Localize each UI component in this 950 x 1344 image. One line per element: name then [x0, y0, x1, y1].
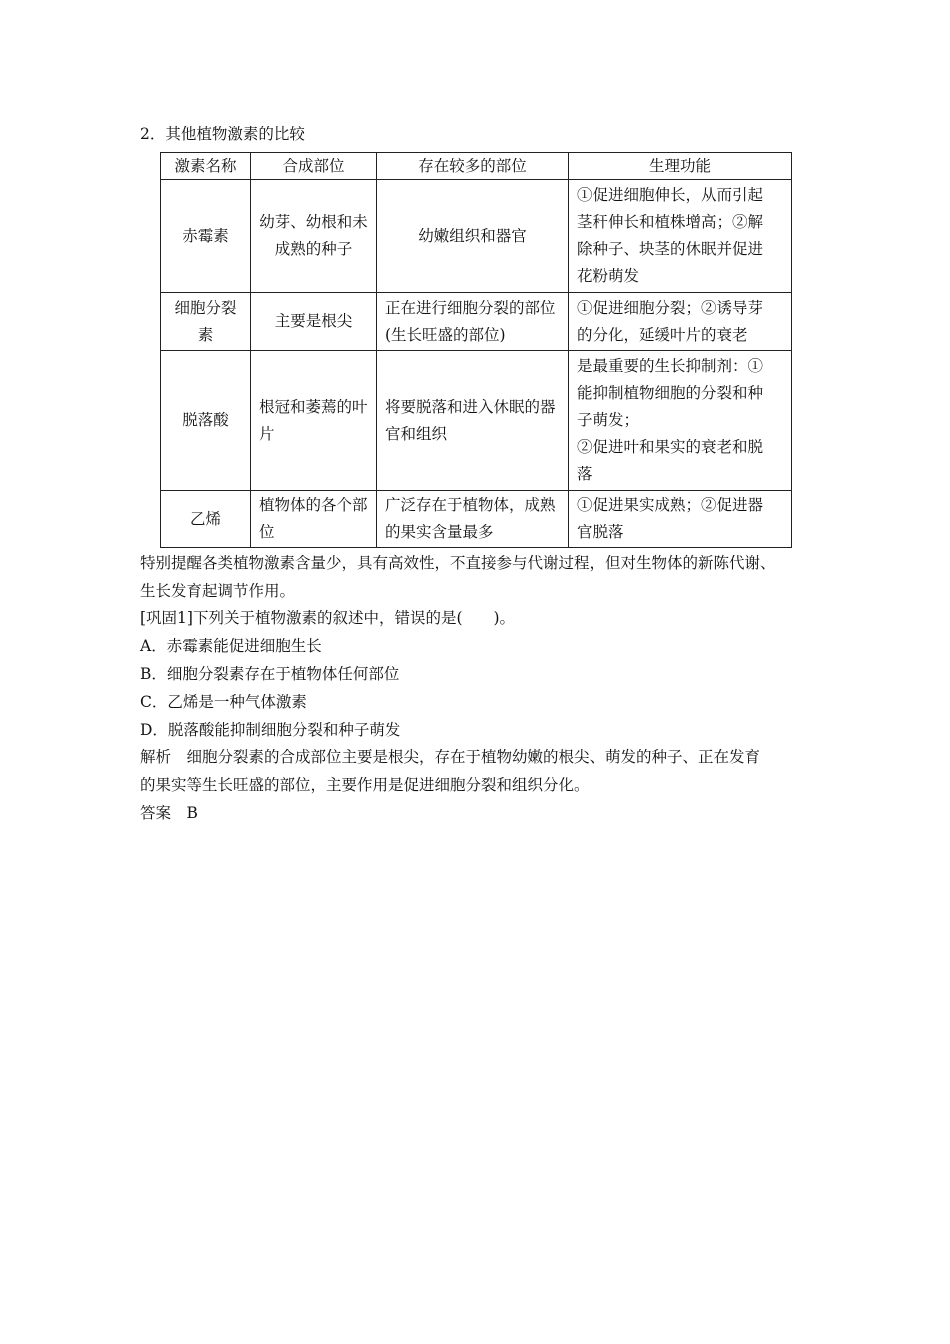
location-cell: 幼嫩组织和器官 [377, 180, 569, 293]
question-stem: [巩固1]下列关于植物激素的叙述中，错误的是( )。 [140, 609, 516, 627]
function-cell [569, 351, 792, 491]
function-cell [569, 180, 792, 293]
table-header-row [161, 153, 792, 180]
function-line: 官脱落 [577, 523, 624, 541]
function-line: 除种子、块茎的休眠并促进 [577, 240, 764, 258]
synthesis-site-cell: 幼芽、幼根和未成熟的种子 [251, 180, 377, 293]
reminder-line: 特别提醒各类植物激素含量少，具有高效性，不直接参与代谢过程，但对生物体的新陈代谢、 [140, 554, 776, 572]
table-row [161, 293, 792, 351]
function-line: ①促进细胞伸长，从而引起 [577, 186, 764, 204]
question-block [140, 604, 830, 744]
hormone-comparison-table [160, 152, 792, 548]
reminder-paragraph [140, 549, 830, 605]
function-line: 茎秆伸长和植株增高；②解 [577, 213, 764, 231]
function-line: ①促进细胞分裂；②诱导芽 [577, 298, 764, 317]
table-row [161, 491, 792, 548]
location-cell: 正在进行细胞分裂的部位(生长旺盛的部位) [377, 293, 569, 351]
analysis-line: 的果实等生长旺盛的部位，主要作用是促进细胞分裂和组织分化。 [140, 776, 590, 794]
function-line: ②促进叶和果实的衰老和脱 [577, 438, 764, 456]
hormone-name-cell: 细胞分裂素 [161, 293, 251, 351]
header-hormone-name: 激素名称 [161, 153, 251, 180]
function-line: 的分化，延缓叶片的衰老 [577, 325, 748, 344]
function-line: ①促进果实成熟；②促进器 [577, 496, 764, 514]
answer-line: 答案 B [140, 804, 198, 822]
function-cell [569, 293, 792, 351]
location-cell: 广泛存在于植物体，成熟的果实含量最多 [377, 491, 569, 548]
option-b: B．细胞分裂素存在于植物体任何部位 [140, 665, 400, 683]
synthesis-site-cell: 植物体的各个部位 [251, 491, 377, 548]
table-row [161, 180, 792, 293]
option-d: D．脱落酸能抑制细胞分裂和种子萌发 [140, 721, 401, 739]
synthesis-site-cell: 主要是根尖 [251, 293, 377, 351]
synthesis-site-cell: 根冠和萎蔫的叶片 [251, 351, 377, 491]
function-line: 落 [577, 465, 593, 483]
header-physiological-function: 生理功能 [569, 153, 792, 180]
function-line: 子萌发； [577, 411, 640, 429]
header-synthesis-site: 合成部位 [251, 153, 377, 180]
analysis-line: 解析 细胞分裂素的合成部位主要是根尖，存在于植物幼嫩的根尖、萌发的种子、正在发育 [140, 748, 761, 766]
reminder-line: 生长发育起调节作用。 [140, 582, 296, 600]
table-row [161, 351, 792, 491]
section-heading: 2．其他植物激素的比较 [140, 125, 305, 143]
function-cell [569, 491, 792, 548]
function-line: 是最重要的生长抑制剂：① [577, 357, 764, 375]
hormone-name-cell: 乙烯 [161, 491, 251, 548]
function-line: 花粉萌发 [577, 267, 640, 285]
function-line: 能抑制植物细胞的分裂和种 [577, 384, 764, 402]
hormone-name-cell: 脱落酸 [161, 351, 251, 491]
header-main-location: 存在较多的部位 [377, 153, 569, 180]
analysis-paragraph [140, 743, 830, 827]
hormone-name-cell: 赤霉素 [161, 180, 251, 293]
option-a: A．赤霉素能促进细胞生长 [140, 637, 322, 655]
location-cell: 将要脱落和进入休眠的器官和组织 [377, 351, 569, 491]
option-c: C．乙烯是一种气体激素 [140, 693, 307, 711]
